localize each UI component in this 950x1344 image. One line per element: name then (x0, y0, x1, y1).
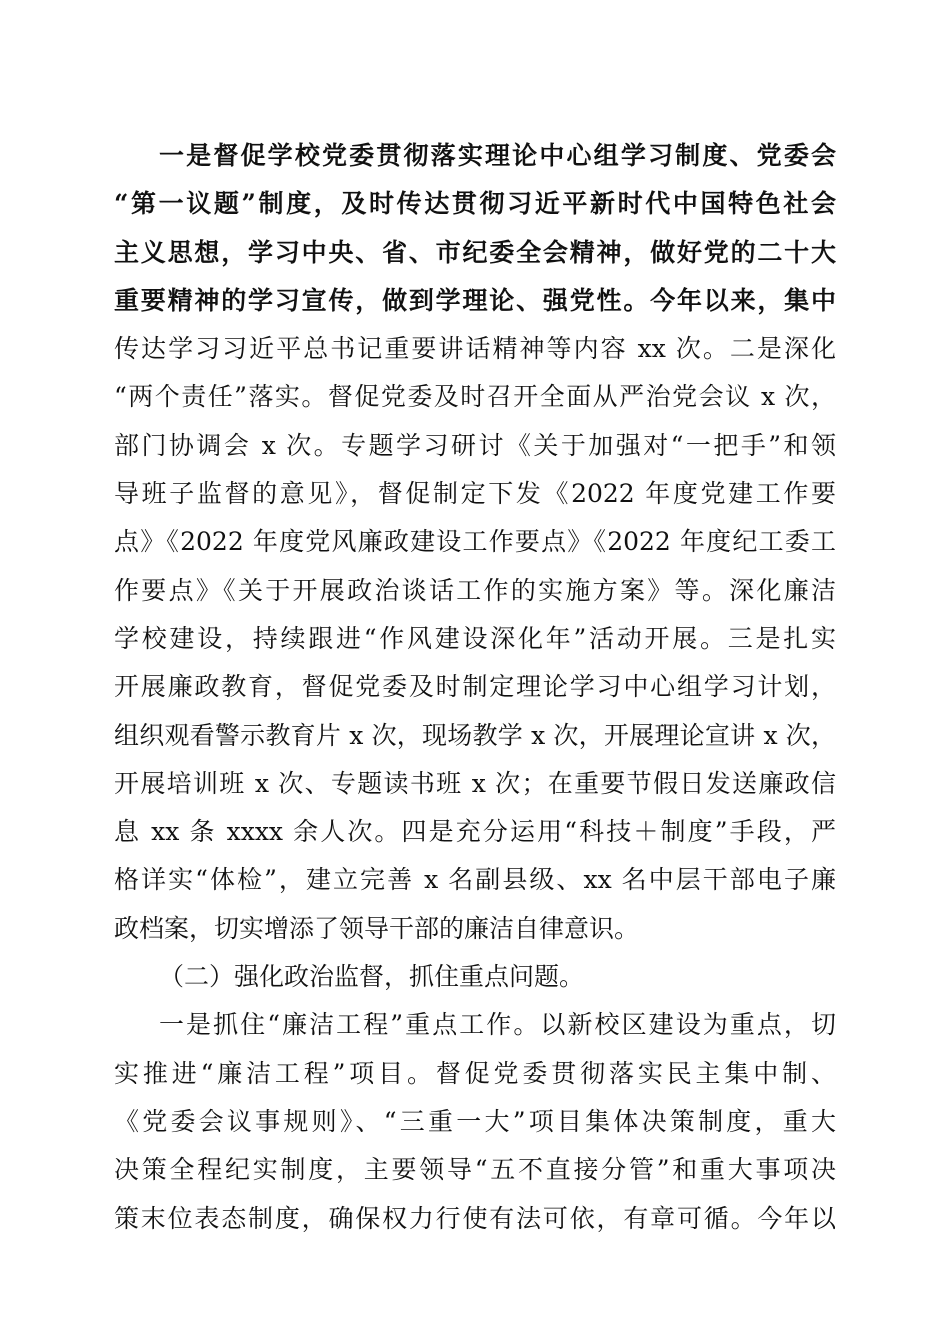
paragraph-line: 一是督促学校党委贯彻落实理论中心组学习制度、党委会 (159, 141, 836, 170)
paragraph-line: 组织观看警示教育片 x 次，现场教学 x 次，开展理论宣讲 x 次， (114, 720, 836, 750)
paragraph-line: 主义思想，学习中央、省、市纪委全会精神，做好党的二十大 (114, 237, 836, 267)
paragraph-line: 学校建设，持续跟进“作风建设深化年”活动开展。三是扎实 (114, 623, 836, 653)
paragraph-line: 策末位表态制度，确保权力行使有法可依，有章可循。今年以 (114, 1203, 836, 1233)
paragraph-line: 部门协调会 x 次。专题学习研讨《关于加强对“一把手”和领 (114, 430, 836, 460)
paragraph-line: 格详实“体检”，建立完善 x 名副县级、xx 名中层干部电子廉 (114, 865, 836, 895)
paragraph-line: 传达学习习近平总书记重要讲话精神等内容 xx 次。二是深化 (114, 334, 836, 364)
paragraph-line: 实推进“廉洁工程”项目。督促党委贯彻落实民主集中制、 (114, 1058, 836, 1088)
paragraph-line: 重要精神的学习宣传，做到学理论、强党性。今年以来，集中 (114, 285, 836, 315)
paragraph-line: 一是抓住“廉洁工程”重点工作。以新校区建设为重点，切 (159, 1010, 836, 1040)
paragraph-line: 政档案，切实增添了领导干部的廉洁自律意识。 (114, 913, 640, 943)
paragraph-line: 开展培训班 x 次、专题读书班 x 次；在重要节假日发送廉政信 (114, 768, 836, 798)
paragraph-line: “第一议题”制度，及时传达贯彻习近平新时代中国特色社会 (114, 189, 836, 219)
paragraph-line: 决策全程纪实制度，主要领导“五不直接分管”和重大事项决 (114, 1155, 836, 1185)
paragraph-line: “两个责任”落实。督促党委及时召开全面从严治党会议 x 次， (114, 382, 836, 412)
document-body (114, 132, 836, 1243)
paragraph-line: 《党委会议事规则》、“三重一大”项目集体决策制度，重大 (114, 1106, 836, 1136)
paragraph-line: 开展廉政教育，督促党委及时制定理论学习中心组学习计划， (114, 672, 836, 702)
section-heading: （二）强化政治监督，抓住重点问题。 (159, 962, 585, 992)
paragraph-line: 作要点》《关于开展政治谈话工作的实施方案》等。深化廉洁 (114, 575, 836, 605)
paragraph-line: 息 xx 条 xxxx 余人次。四是充分运用“科技＋制度”手段，严 (114, 817, 836, 847)
paragraph-line: 导班子监督的意见》，督促制定下发《2022 年度党建工作要 (114, 479, 836, 509)
paragraph-line: 点》《2022 年度党风廉政建设工作要点》《2022 年度纪工委工 (114, 527, 836, 557)
